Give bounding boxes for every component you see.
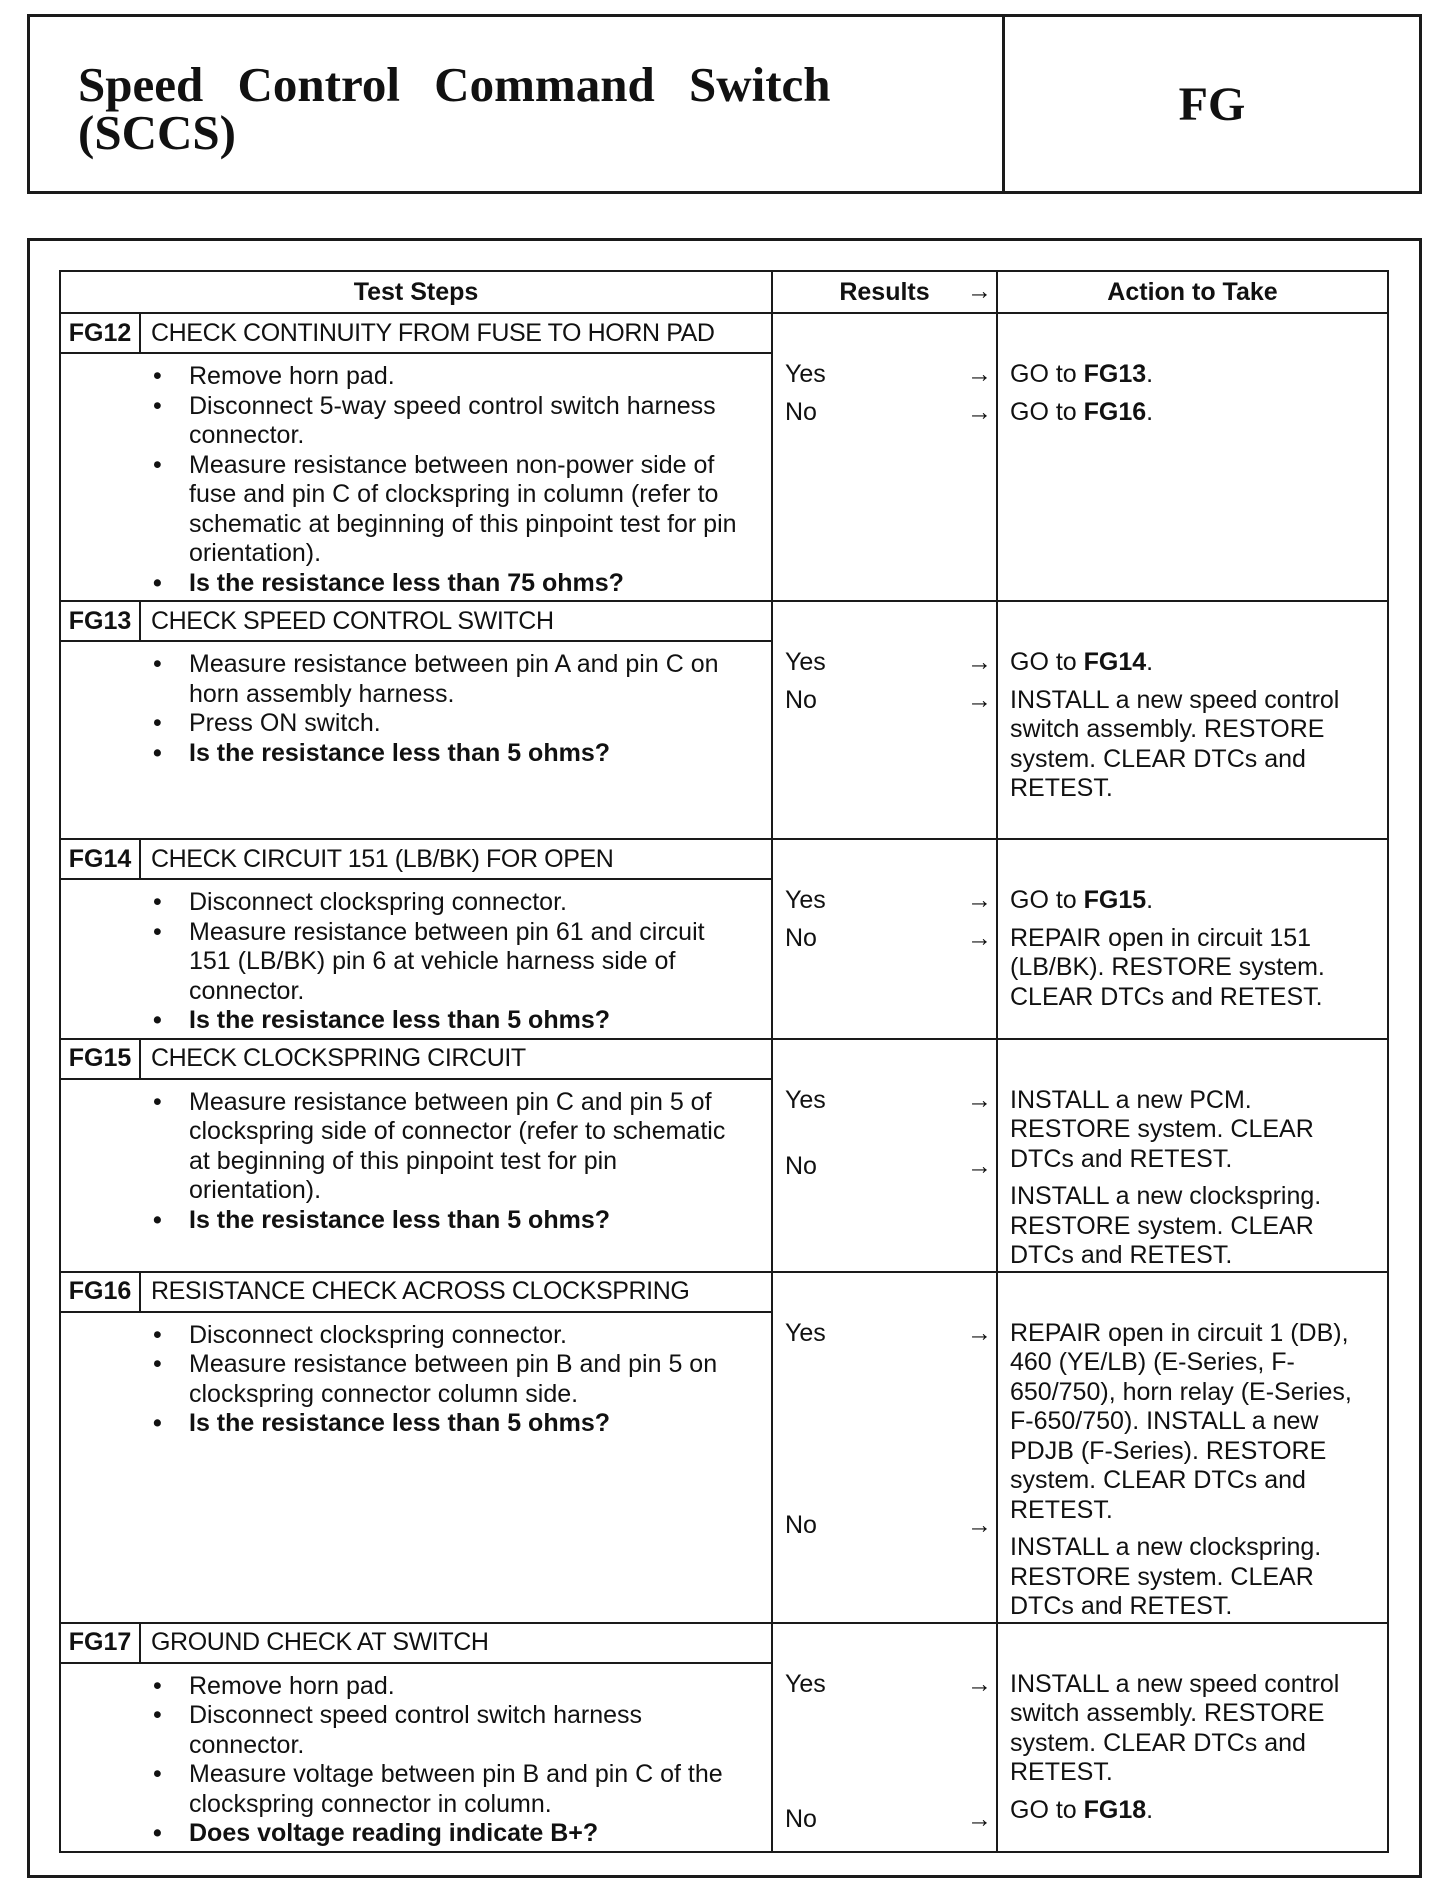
- result-no: [773, 1144, 996, 1182]
- result-label: No: [785, 1511, 817, 1539]
- action-cell: [997, 313, 1388, 601]
- step-id: FG17: [61, 1624, 141, 1662]
- step-question: • Does voltage reading indicate B+?: [141, 1819, 741, 1849]
- step-question: • Is the resistance less than 5 ohms?: [141, 739, 741, 769]
- result-yes: [773, 878, 996, 916]
- col-header-action: Action to Take: [997, 271, 1388, 313]
- action-no: GO to FG18.: [1010, 1795, 1154, 1824]
- action-yes: GO to FG14.: [1010, 648, 1154, 676]
- step-bullet: • Measure resistance between pin B and pin 5 on clockspring connector column side.: [141, 1350, 741, 1409]
- arrow-right-icon: →: [967, 1669, 992, 1698]
- arrow-right-icon: →: [967, 1318, 992, 1347]
- table-row: [60, 1272, 1388, 1623]
- arrow-right-icon: →: [967, 1152, 992, 1180]
- action-no: REPAIR open in circuit 151 (LB/BK). RESTORE system. CLEAR DTCs and RETEST.: [1010, 923, 1325, 1011]
- step-id: FG16: [61, 1273, 141, 1311]
- step-bullet: • Disconnect clockspring connector.: [141, 888, 741, 918]
- steps-cell: [60, 1623, 772, 1852]
- action-no: INSTALL a new clockspring. RESTORE system. CLEAR DTCs and RETEST.: [1010, 1182, 1322, 1269]
- action-yes: INSTALL a new PCM. RESTORE system. CLEAR DTCs and RETEST.: [1010, 1085, 1314, 1173]
- step-question: • Is the resistance less than 5 ohms?: [141, 1206, 741, 1236]
- action-no: GO to FG16.: [1010, 397, 1154, 426]
- step-bullet: • Measure voltage between pin B and pin C of the clockspring connector in column.: [141, 1760, 741, 1819]
- arrow-right-icon: →: [967, 1511, 992, 1539]
- result-no: [773, 678, 996, 716]
- steps-cell: [60, 313, 772, 601]
- test-steps-table: [59, 270, 1389, 1853]
- result-no: [773, 916, 996, 954]
- steps-cell: [60, 839, 772, 1039]
- results-cell: [772, 313, 997, 601]
- goto-target: FG16: [1083, 397, 1147, 426]
- step-question: • Is the resistance less than 5 ohms?: [141, 1006, 741, 1036]
- steps-cell: [60, 601, 772, 839]
- step-bullet: • Disconnect speed control switch harness connector.: [141, 1701, 741, 1760]
- step-title: CHECK CONTINUITY FROM FUSE TO HORN PAD: [151, 318, 715, 347]
- result-yes: [773, 1662, 996, 1700]
- arrow-right-icon: →: [967, 1085, 992, 1114]
- step-question: • Is the resistance less than 5 ohms?: [141, 1409, 741, 1439]
- step-bullet: • Measure resistance between pin A and pin C on horn assembly harness.: [141, 650, 741, 709]
- result-label: No: [785, 1805, 817, 1833]
- results-label: Results: [839, 277, 930, 306]
- result-yes: [773, 1311, 996, 1349]
- step-instructions: [61, 1313, 771, 1441]
- step-bullet: • Remove horn pad.: [141, 362, 741, 392]
- results-cell: [772, 601, 997, 839]
- step-bullet: • Press ON switch.: [141, 709, 741, 739]
- result-label: No: [785, 397, 817, 426]
- step-id: FG15: [61, 1040, 141, 1078]
- step-bullet: • Disconnect 5-way speed control switch harness connector.: [141, 392, 741, 451]
- result-yes: [773, 640, 996, 678]
- result-yes: [773, 1078, 996, 1116]
- table-row: [60, 839, 1388, 1039]
- goto-target: FG18: [1083, 1795, 1147, 1824]
- result-yes: [773, 352, 996, 390]
- arrow-right-icon: →: [967, 923, 992, 952]
- step-header: [61, 602, 771, 642]
- step-header: [61, 1624, 771, 1664]
- step-header: [61, 314, 771, 354]
- action-yes: GO to FG13.: [1010, 360, 1154, 388]
- action-cell: [997, 601, 1388, 839]
- result-no: [773, 1797, 996, 1835]
- action-text: GO to: [1010, 1795, 1077, 1824]
- step-title: CHECK CLOCKSPRING CIRCUIT: [151, 1044, 526, 1072]
- result-label: No: [785, 923, 817, 952]
- results-cell: [772, 839, 997, 1039]
- step-bullet: • Remove horn pad.: [141, 1672, 741, 1702]
- step-id: FG12: [61, 314, 141, 352]
- step-id: FG14: [61, 840, 141, 878]
- goto-target: FG13: [1083, 360, 1147, 388]
- result-label: Yes: [785, 360, 826, 388]
- action-no: INSTALL a new speed control switch assembly. RESTORE system. CLEAR DTCs and RETEST.: [1010, 685, 1340, 802]
- page-title: Speed Control Command Switch (SCCS): [30, 17, 1005, 191]
- step-bullet: • Disconnect clockspring connector.: [141, 1321, 741, 1351]
- table-row: [60, 1039, 1388, 1272]
- step-instructions: [61, 1664, 771, 1851]
- steps-cell: [60, 1272, 772, 1623]
- step-instructions: [61, 354, 771, 600]
- col-header-results: [772, 271, 997, 313]
- action-text: GO to: [1010, 648, 1077, 676]
- action-text: GO to: [1010, 397, 1077, 426]
- action-yes: INSTALL a new speed control switch assembly. RESTORE system. CLEAR DTCs and RETEST.: [1010, 1669, 1340, 1786]
- arrow-right-icon: →: [967, 360, 992, 388]
- result-label: No: [785, 1152, 817, 1180]
- result-label: Yes: [785, 1669, 826, 1698]
- goto-target: FG15: [1083, 886, 1147, 914]
- step-instructions: [61, 880, 771, 1038]
- result-label: No: [785, 685, 817, 714]
- arrow-right-icon: →: [967, 886, 992, 914]
- table-row: [60, 601, 1388, 839]
- action-yes: GO to FG15.: [1010, 886, 1154, 914]
- action-cell: [997, 1039, 1388, 1272]
- results-cell: [772, 1623, 997, 1852]
- action-cell: [997, 1272, 1388, 1623]
- step-instructions: [61, 1080, 771, 1238]
- section-code: FG: [1178, 77, 1246, 131]
- steps-cell: [60, 1039, 772, 1272]
- results-cell: [772, 1272, 997, 1623]
- action-cell: [997, 1623, 1388, 1852]
- goto-target: FG14: [1083, 648, 1147, 676]
- step-title: GROUND CHECK AT SWITCH: [151, 1628, 489, 1656]
- action-no: INSTALL a new clockspring. RESTORE system. CLEAR DTCs and RETEST.: [1010, 1533, 1322, 1620]
- result-no: [773, 390, 996, 428]
- step-header: [61, 1273, 771, 1313]
- table-row: [60, 1623, 1388, 1852]
- step-question: • Is the resistance less than 75 ohms?: [141, 569, 741, 599]
- action-yes: REPAIR open in circuit 1 (DB), 460 (YE/LB) (E-Series, F-650/750), horn relay (E-Series, F-650/750). INSTALL a new PDJB (F-Series). RESTORE system. CLEAR DTCs and RETEST.: [1010, 1318, 1352, 1524]
- col-header-test-steps: Test Steps: [60, 271, 772, 313]
- result-label: Yes: [785, 1318, 826, 1347]
- step-id: FG13: [61, 602, 141, 640]
- step-instructions: [61, 642, 771, 770]
- result-label: Yes: [785, 886, 826, 914]
- result-label: Yes: [785, 648, 826, 676]
- arrow-right-icon: →: [967, 648, 992, 676]
- result-no: [773, 1503, 996, 1541]
- table-row: [60, 313, 1388, 601]
- result-label: Yes: [785, 1085, 826, 1114]
- arrow-right-icon: →: [967, 277, 992, 305]
- step-bullet: • Measure resistance between pin C and pin 5 of clockspring side of connector (refer to schematic at beginning of this pinpoint test for pin orientation).: [141, 1088, 741, 1206]
- step-title: CHECK SPEED CONTROL SWITCH: [151, 606, 554, 635]
- action-text: GO to: [1010, 886, 1077, 914]
- step-title: CHECK CIRCUIT 151 (LB/BK) FOR OPEN: [151, 844, 614, 873]
- step-title: RESISTANCE CHECK ACROSS CLOCKSPRING: [151, 1277, 690, 1305]
- step-header: [61, 1040, 771, 1080]
- action-text: GO to: [1010, 360, 1077, 388]
- table-header-row: [60, 271, 1388, 313]
- step-header: [61, 840, 771, 880]
- arrow-right-icon: →: [967, 685, 992, 714]
- page-header: [27, 14, 1422, 194]
- arrow-right-icon: →: [967, 397, 992, 426]
- action-cell: [997, 839, 1388, 1039]
- step-bullet: • Measure resistance between non-power side of fuse and pin C of clockspring in column (refer to schematic at beginning of this pinpoint test for pin orientation).: [141, 451, 741, 569]
- step-bullet: • Measure resistance between pin 61 and circuit 151 (LB/BK) pin 6 at vehicle harness side of connector.: [141, 918, 741, 1007]
- results-cell: [772, 1039, 997, 1272]
- arrow-right-icon: →: [967, 1805, 992, 1833]
